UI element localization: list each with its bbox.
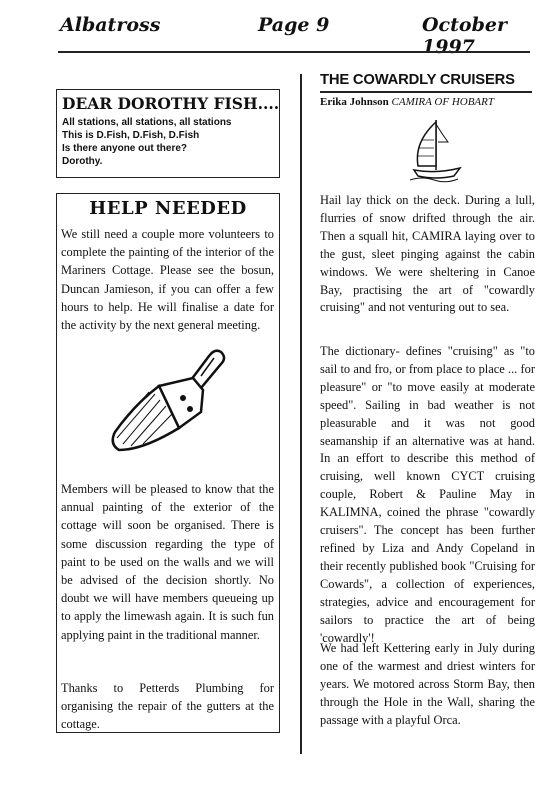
dorothy-line: All stations, all stations, all stations (62, 117, 232, 128)
dorothy-line: This is D.Fish, D.Fish, D.Fish (62, 130, 200, 141)
article-paragraph-1: Hail lay thick on the deck. During a lull, flurries of snow drifted through the air. Then a squall hit, CAMIRA laying over to the gust, sleet pinging against the cabin windows. We were sheltering in Canoe Bay, practising the art of "cowardly cruising" and not venturing out to sea. (320, 193, 535, 315)
dorothy-signature: Dorothy. (62, 156, 103, 167)
help-paragraph-3: Thanks to Petterds Plumbing for organising the repair of the gutters at the cottage. (61, 681, 274, 732)
help-paragraph-2: Members will be pleased to know that the annual painting of the exterior of the cottage will soon be organised. There is some discussion regarding the type of paint to be used on the walls and we will be advised of the decision shortly. No doubt we will have members queueing up to apply the limewash again. It is such fun applying paint in the traditional manner. (61, 482, 274, 642)
issue-date: October 1997 (422, 14, 507, 58)
byline-author: Erika Johnson (320, 96, 389, 108)
column-divider (300, 74, 302, 754)
dorothy-box (56, 89, 280, 178)
title-rule (320, 91, 532, 93)
paintbrush-illustration (97, 346, 237, 466)
help-title: HELP NEEDED (89, 198, 247, 219)
dorothy-title: DEAR DOROTHY FISH.... (62, 94, 280, 113)
article-paragraph-2: The dictionary- defines "cruising" as "to sail to and fro, or from place to place ... for pleasure" or "to move easily at moderate speed". Sailing in bad weather is not pleasurable and it was not good seamanship if an alternative was at hand. In an effort to describe this method of cruising, well known CYCT cruising couple, Robert & Pauline May in KALIMNA, coined the phrase "cowardly cruisers". The concept has been further refined by Liza and Andy Copeland in their recently published book "Cruising for Cowards", a collection of experiences, strategies, advice and encouragement for sailors to practice the art of being 'cowardly'! (320, 344, 535, 645)
header-rule (58, 51, 530, 53)
help-paragraph-1: We still need a couple more volunteers to complete the painting of the interior of the Mariners Cottage. Please see the bosun, Duncan Jamieson, if you can offer a few hours to help. He will finalise a date for the activity by the next general meeting. (61, 227, 274, 333)
article-paragraph-3: We had left Kettering early in July during one of the warmest and driest winters for years. We motored across Storm Bay, then through the Hole in the Wall, sharing the passage with a playful Orca. (320, 641, 535, 727)
page-number: Page 9 (258, 14, 330, 36)
byline (320, 96, 535, 108)
article (320, 72, 535, 108)
dorothy-line: Is there anyone out there? (62, 143, 188, 154)
byline-boat: CAMIRA OF HOBART (391, 96, 494, 108)
article-title: THE COWARDLY CRUISERS (320, 72, 515, 88)
newsletter-name: Albatross (60, 14, 161, 36)
help-needed-box (56, 193, 280, 733)
sailboat-illustration (408, 116, 468, 186)
